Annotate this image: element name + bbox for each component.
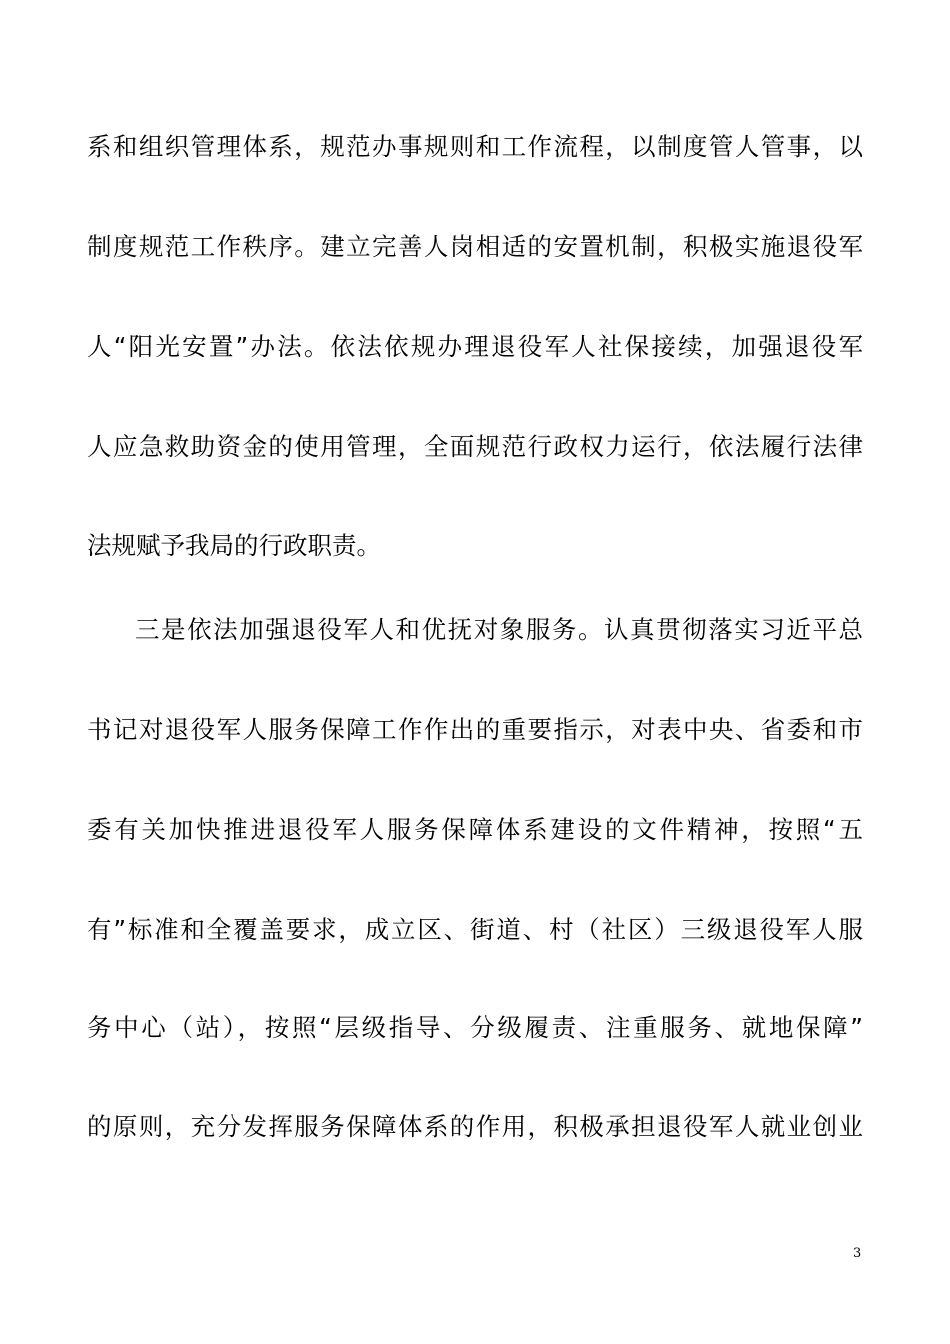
body-text-line-11: 的原则，充分发挥服务保障体系的作用，积极承担退役军人就业创业 xyxy=(87,1112,863,1141)
paragraph-start-line: 三是依法加强退役军人和优抚对象服务。认真贯彻落实习近平总 xyxy=(135,615,863,644)
body-text-line-1: 系和组织管理体系，规范办事规则和工作流程，以制度管人管事，以 xyxy=(87,132,863,161)
body-text-line-4: 人应急救助资金的使用管理，全面规范行政权力运行，依法履行法律 xyxy=(87,432,863,461)
page-number: 3 xyxy=(853,1246,862,1261)
body-text-line-7: 书记对退役军人服务保障工作作出的重要指示，对表中央、省委和市 xyxy=(87,715,863,744)
body-text-line-2: 制度规范工作秩序。建立完善人岗相适的安置机制，积极实施退役军 xyxy=(87,232,863,261)
body-text-line-8: 委有关加快推进退役军人服务保障体系建设的文件精神，按照“五 xyxy=(87,815,863,844)
body-text-line-3: 人“阳光安置”办法。依法依规办理退役军人社保接续，加强退役军 xyxy=(87,332,863,361)
body-text-line-9: 有”标准和全覆盖要求，成立区、街道、村（社区）三级退役军人服 xyxy=(87,915,863,944)
body-text-line-5: 法规赋予我局的行政职责。 xyxy=(87,531,381,560)
body-text-line-10: 务中心（站），按照“层级指导、分级履责、注重服务、就地保障” xyxy=(87,1013,863,1042)
